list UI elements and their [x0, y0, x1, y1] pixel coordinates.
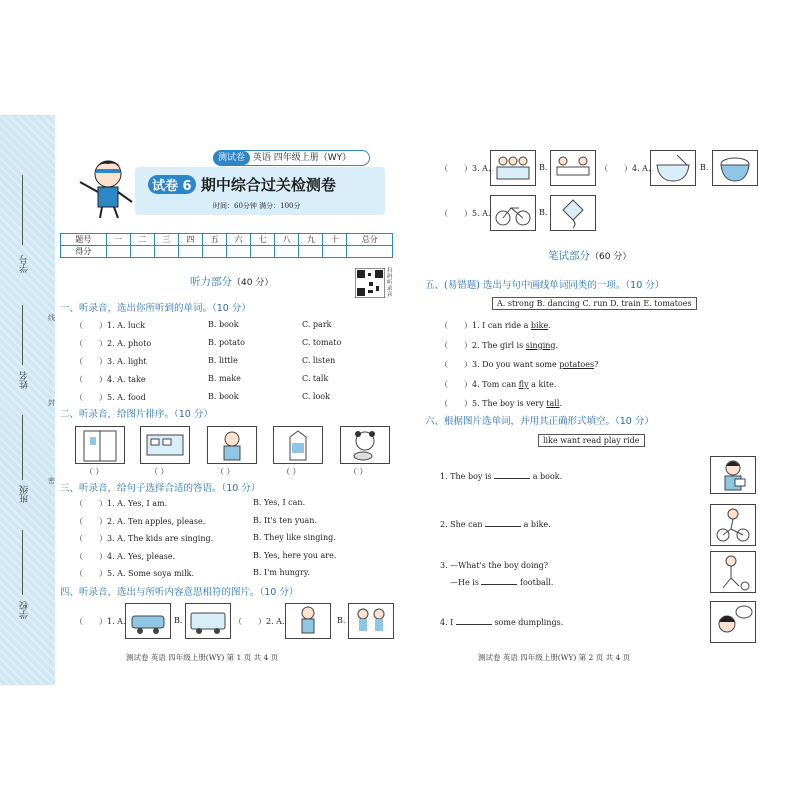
q1-option-b: B. — [174, 616, 183, 625]
qr-code-icon[interactable] — [355, 268, 385, 298]
score-cell: 八 — [275, 234, 299, 246]
sentence-text: ）4. Tom can — [464, 379, 519, 389]
s6-q2 — [440, 520, 551, 529]
score-input-cell[interactable] — [202, 246, 226, 258]
section-4-title: 四、听录音，选出与所听内容意思相符的图片。（10 分） — [60, 587, 299, 598]
section-2-title: 二、听录音，给图片排序。（10 分） — [60, 409, 213, 420]
options-box: A. strong B. dancing C. run D. train E. tomatoes — [492, 297, 697, 310]
writing-label: 笔试部分 — [548, 250, 590, 262]
train-picture — [125, 603, 171, 639]
fold-mark-seal: 封 — [48, 399, 55, 407]
answer-paren[interactable]: （ — [75, 569, 83, 578]
underlined-word: singing — [525, 340, 556, 350]
q5-option-a: ）5. A. — [464, 209, 491, 218]
s4-q3 — [440, 163, 491, 174]
door-picture — [75, 426, 125, 464]
underlined-word: fly — [518, 379, 529, 389]
bus-picture — [185, 603, 231, 639]
answer-paren[interactable]: （ — [600, 164, 608, 173]
sentence-end: . — [555, 340, 559, 350]
rice-bowl-picture — [712, 150, 758, 186]
answer-paren[interactable]: （ — [75, 339, 83, 348]
underlined-word: potatoes — [559, 360, 595, 369]
option-a: ）2. A. Ten apples, please. — [99, 516, 206, 526]
answer-paren[interactable]: （ — [75, 516, 83, 526]
option-a: ）1. A. luck — [99, 321, 146, 330]
list-item — [75, 356, 385, 374]
boy-reading-picture — [207, 426, 257, 464]
option-b: B. potato — [208, 338, 245, 347]
answer-paren[interactable]: （ — [234, 617, 242, 626]
q3-end: football. — [520, 578, 554, 587]
list-item — [440, 320, 760, 340]
bicycle-picture — [490, 195, 536, 231]
answer-paren[interactable]: （ — [440, 379, 448, 389]
section-3-title: 三、听录音，给句子选择合适的答语。（10 分） — [60, 483, 261, 494]
sentence-end: . — [548, 321, 551, 330]
s6-q3-question: 3. —What's the boy doing? — [440, 561, 549, 570]
answer-paren[interactable]: （ — [75, 534, 83, 543]
answer-paren[interactable]: （ — [75, 499, 83, 508]
girl-thinking-dumplings-picture — [710, 601, 756, 643]
answer-paren[interactable]: （ — [75, 321, 83, 330]
option-a: ）5. A. food — [99, 393, 146, 402]
section-5-list — [440, 320, 760, 418]
dinner-table-picture — [550, 150, 596, 186]
exam-badge: 试卷 6 — [148, 175, 196, 194]
score-input-cell[interactable] — [106, 246, 130, 258]
q1-end: a book. — [532, 472, 563, 481]
blank-field[interactable] — [481, 584, 517, 585]
sentence-end: a kite. — [528, 379, 557, 389]
option-a: ）1. A. Yes, I am. — [99, 499, 168, 508]
line-name — [22, 305, 23, 365]
answer-paren[interactable]: （ — [440, 164, 448, 173]
score-cell: 总分 — [347, 234, 393, 246]
option-c: C. park — [302, 320, 332, 329]
sentence-end: . — [559, 399, 562, 408]
line-student-number — [22, 175, 23, 245]
pill-blue-label: 测试卷 — [213, 151, 250, 165]
section-6-title: 六、根据图片选单词，并用其正确形式填空。（10 分） — [425, 416, 654, 427]
score-table — [60, 233, 393, 258]
footer-page-1: 测试卷 英语 四年级上册(WY) 第 1 页 共 4 页 — [126, 653, 279, 662]
score-cell: 三 — [154, 234, 178, 246]
option-a: ）2. A. photo — [99, 339, 152, 348]
time-info: 时间：60分钟 满分：100分 — [213, 202, 301, 210]
title-text: 期中综合过关检测卷 — [200, 176, 336, 194]
option-b: B. It's ten yuan. — [253, 515, 317, 525]
option-c: C. look — [302, 392, 330, 401]
panda-toy-picture — [340, 426, 390, 464]
footer-page-2: 测试卷 英语 四年级上册(WY) 第 2 页 共 4 页 — [478, 653, 631, 662]
blank-field[interactable] — [494, 478, 530, 479]
score-input-cell[interactable] — [178, 246, 202, 258]
s4-q1 — [75, 616, 126, 627]
q2-option-b: B. — [337, 616, 346, 625]
header-pill — [213, 150, 370, 166]
sentence-end: ? — [594, 360, 599, 369]
kid-standing-picture — [285, 603, 331, 639]
milk-carton-picture — [273, 426, 323, 464]
option-a: ）4. A. Yes, please. — [99, 551, 176, 561]
score-row-values — [61, 246, 393, 258]
answer-paren[interactable]: （ — [440, 209, 448, 218]
score-cell: 七 — [251, 234, 275, 246]
list-item — [75, 320, 385, 338]
q4-text: 4. I — [440, 618, 454, 627]
s4-q4 — [600, 163, 651, 174]
s6-q4 — [440, 618, 563, 627]
order-paren[interactable]: （ ） — [282, 467, 301, 476]
option-b: B. They like singing. — [253, 533, 336, 542]
answer-paren[interactable]: （ — [440, 360, 448, 369]
answer-paren[interactable]: （ — [440, 340, 448, 350]
fold-mark-secret: 密 — [48, 477, 55, 485]
q2-option-a: ）2. A. — [258, 617, 285, 626]
score-input-cell[interactable] — [275, 246, 299, 258]
s6-q1 — [440, 472, 562, 481]
boy-football-picture — [710, 551, 756, 593]
q3-text: —He is — [450, 578, 479, 587]
line-class — [22, 415, 23, 480]
listening-label: 听力部分 — [190, 276, 232, 288]
s4-q5 — [440, 208, 491, 219]
girl-riding-bike-picture — [710, 504, 756, 546]
option-c: C. talk — [302, 374, 329, 383]
option-b: B. I'm hungry. — [253, 568, 310, 577]
option-b: B. Yes, I can. — [253, 498, 306, 507]
option-b: B. book — [208, 320, 239, 329]
underlined-word: tall — [546, 399, 560, 408]
list-item — [75, 338, 385, 356]
score-cell: 六 — [226, 234, 250, 246]
label-school: 学校 — [20, 601, 30, 619]
score-input-cell[interactable] — [226, 246, 250, 258]
classroom-picture — [140, 426, 190, 464]
underlined-word: bike — [530, 321, 549, 330]
page-title — [148, 174, 336, 195]
kids-playing-picture — [348, 603, 394, 639]
answer-paren[interactable]: （ — [75, 617, 83, 626]
label-class: 班级 — [20, 485, 30, 503]
order-paren[interactable]: （ ） — [216, 467, 235, 476]
score-label: 得分 — [61, 246, 107, 258]
list-item — [440, 359, 760, 379]
order-paren[interactable]: （ ） — [85, 467, 104, 476]
score-cell: 四 — [178, 234, 202, 246]
line-school — [22, 530, 23, 595]
noodle-bowl-picture — [650, 150, 696, 186]
score-input-cell[interactable] — [299, 246, 323, 258]
list-item — [75, 498, 385, 516]
fold-mark-line: 线 — [48, 314, 55, 322]
kite-picture — [550, 195, 596, 231]
option-b: B. Yes, here you are. — [253, 550, 337, 560]
option-a: ）3. A. The kids are singing. — [99, 534, 214, 543]
list-item — [75, 516, 385, 534]
q3-option-b: B. — [539, 163, 548, 172]
listening-title — [190, 274, 273, 289]
answer-paren[interactable]: （ — [75, 551, 83, 561]
score-input-cell[interactable] — [154, 246, 178, 258]
score-cell: 一 — [106, 234, 130, 246]
listening-points: （40 分） — [232, 278, 274, 288]
option-a: ）5. A. Some soya milk. — [99, 569, 195, 578]
option-c: C. tomato — [302, 338, 342, 347]
sentence-text: ）2. The girl is — [464, 340, 526, 350]
answer-paren[interactable]: （ — [440, 399, 448, 408]
score-cell: 九 — [299, 234, 323, 246]
list-item — [440, 340, 760, 360]
label-name: 姓名 — [20, 371, 30, 389]
order-paren[interactable]: （ ） — [150, 467, 169, 476]
option-b: B. book — [208, 392, 239, 401]
family-picture — [490, 150, 536, 186]
q2-end: a bike. — [523, 520, 551, 529]
boy-reading-book-picture — [710, 456, 756, 494]
list-item — [75, 551, 385, 569]
option-b: B. little — [208, 356, 238, 365]
pill-subject: 英语 四年级上册（WY） — [252, 153, 352, 163]
binding-margin — [0, 115, 55, 685]
blank-field[interactable] — [485, 526, 521, 527]
section-1-title: 一、听录音，选出你所听到的单词。（10 分） — [60, 303, 251, 314]
score-cell: 题号 — [61, 234, 107, 246]
sentence-text: ）5. The boy is very — [464, 399, 547, 408]
q1-option-a: ）1. A. — [99, 617, 126, 626]
option-b: B. make — [208, 374, 241, 383]
q5-option-b: B. — [539, 208, 548, 217]
section-5-title: 五、(易错题) 选出与句中画线单词同类的一项。（10 分） — [425, 280, 665, 291]
score-input-cell[interactable] — [323, 246, 347, 258]
order-paren[interactable]: （ ） — [349, 467, 368, 476]
answer-paren[interactable]: （ — [75, 357, 83, 366]
answer-paren[interactable]: （ — [75, 393, 83, 402]
writing-title — [548, 248, 631, 263]
option-c: C. listen — [302, 356, 336, 365]
score-cell: 五 — [202, 234, 226, 246]
list-item — [75, 568, 385, 586]
q2-text: 2. She can — [440, 520, 483, 529]
list-item — [75, 533, 385, 551]
label-student-number: 学号 — [20, 255, 30, 273]
sentence-text: ）1. I can ride a — [464, 321, 531, 330]
list-item — [440, 379, 760, 399]
list-item — [75, 374, 385, 392]
qr-note: 扫码听录音 — [387, 268, 393, 298]
s4-q2 — [234, 616, 285, 627]
s6-q3-answer — [450, 578, 553, 587]
score-cell: 二 — [130, 234, 154, 246]
q1-text: 1. The boy is — [440, 472, 492, 481]
boy-mascot-icon — [70, 152, 140, 220]
score-input-cell[interactable] — [130, 246, 154, 258]
blank-field[interactable] — [456, 624, 492, 625]
writing-points: （60 分） — [590, 252, 632, 262]
section-3-list — [75, 498, 385, 586]
answer-paren[interactable]: （ — [440, 321, 448, 330]
section-1-list — [75, 320, 385, 410]
score-input-cell[interactable] — [251, 246, 275, 258]
q4-end: some dumplings. — [494, 618, 564, 627]
score-cell: 十 — [323, 234, 347, 246]
word-bank: like want read play ride — [538, 434, 645, 447]
q3-option-a: ）3. A. — [464, 164, 491, 173]
score-input-cell[interactable] — [347, 246, 393, 258]
answer-paren[interactable]: （ — [75, 375, 83, 384]
option-a: ）4. A. take — [99, 375, 146, 384]
q4-option-a: ）4. A. — [624, 164, 651, 173]
sentence-text: ）3. Do you want some — [464, 360, 560, 369]
score-row-header — [61, 234, 393, 246]
q4-option-b: B. — [700, 163, 709, 172]
option-a: ）3. A. light — [99, 357, 147, 366]
